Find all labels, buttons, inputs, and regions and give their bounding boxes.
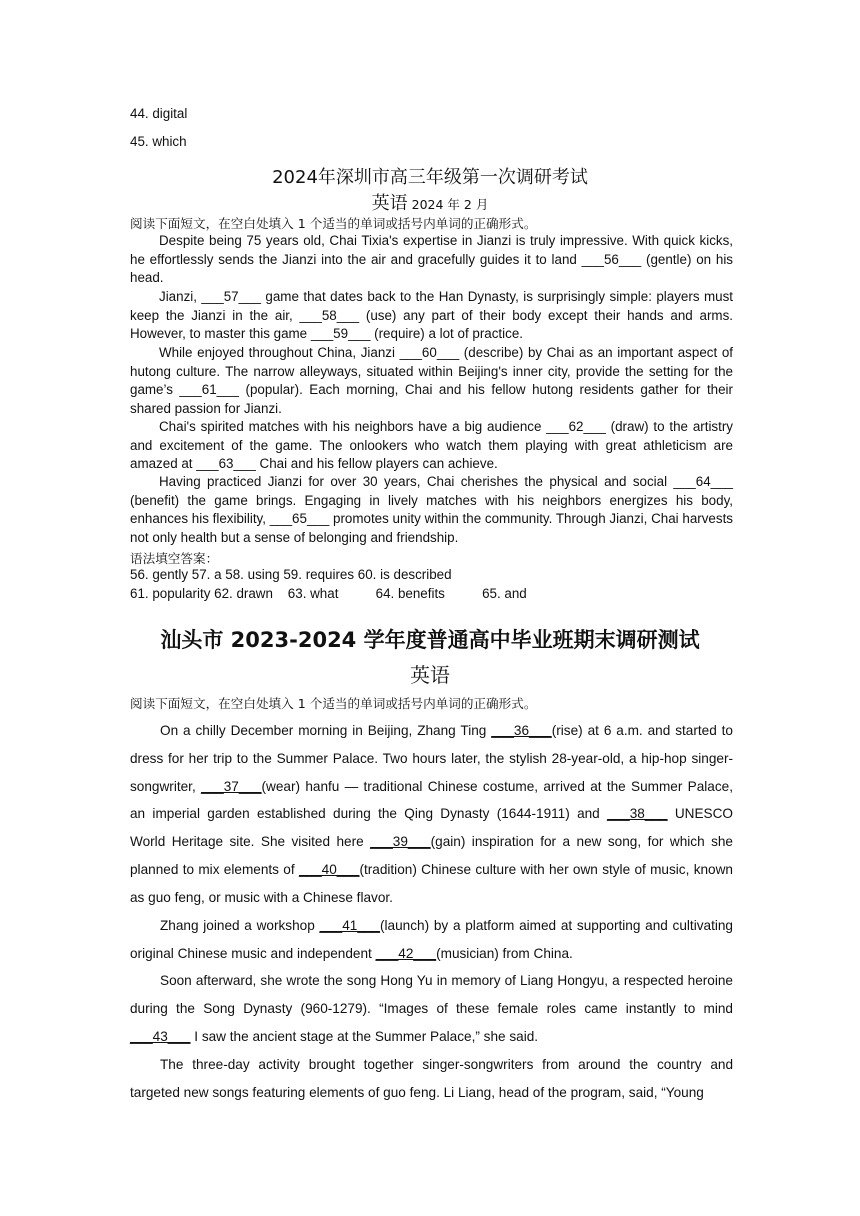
blank-36: ___36___ [491,723,552,738]
blank-38: ___38___ [607,806,668,822]
section1-paragraph: Jianzi, ___57___ game that dates back to the Han Dynasty, is surprisingly simple: players must keep the Jianzi in the air, ___58___ (use) any part of their body except their hands and arms. However, to master this game ___59___ (require) a lot of practice. [130,289,733,342]
section1-paragraph: While enjoyed throughout China, Jianzi ___60___ (describe) by Chai as an important aspect of hutong culture. The narrow alleyways, situated within Beijing's inner city, provide the setting for the game’s ___61___ (popular). Each morning, Chai and his fellow hutong residents gather for their shared passion for Jianzi. [130,345,733,416]
section2-subtitle: 英语 [410,663,450,687]
text-run: (musician) from China. [436,945,573,961]
answer-label: 语法填空答案： [130,551,219,566]
text-run: (tradition) Chinese culture with her own style of music, known as guo feng, or music with a Chinese flavor. [130,861,733,905]
blank-43: ___43___ [130,1028,191,1044]
text-run: Zhang joined a workshop [160,918,320,933]
text-run: Soon afterward, she wrote the song Hong Yu in memory of Liang Hongyu, a respected heroine during the Song Dynasty (960-1279). “Images of these female roles came instantly to mind [130,973,733,1016]
text-run: (wear) hanfu — traditional Chinese costume, arrived at the Summer Palace, an imperial garden established during the Qing Dynasty (1644-1911) and [130,778,733,822]
answer-line-1: 56. gently 57. a 58. using 59. requires 60. is described [130,567,452,582]
text-run: (gain) inspiration for a new song, for which she planned to mix elements of [130,834,733,877]
answer-line-2: 61. popularity 62. drawn 63. what 64. benefits 65. and [130,586,527,601]
section1-subtitle-date: 2024 年 2 月 [407,197,489,212]
section1-instruction: 阅读下面短文，在空白处填入 1 个适当的单词或括号内单词的正确形式。 [130,216,537,231]
text-run: (launch) by a platform aimed at supporting and cultivating original Chinese music and independent [130,918,733,961]
section1-subtitle-main: 英语 [371,193,408,214]
text-run: On a chilly December morning in Beijing, Zhang Ting [160,723,492,738]
section2-paragraph [130,1051,733,1107]
blank-39: ___39___ [370,834,431,850]
section1-paragraph: Despite being 75 years old, Chai Tixia's expertise in Jianzi is truly impressive. With quick kicks, he effortlessly sends the Jianzi into the air and gracefully guides it to land ___56___ (gentle) on his head. [130,233,733,286]
section2-paragraph [130,912,733,968]
blank-40: ___40___ [298,861,360,877]
section2-instruction: 阅读下面短文，在空白处填入 1 个适当的单词或括号内单词的正确形式。 [130,696,537,711]
prev-answer-45: 45. which [130,134,187,149]
blank-37: ___37___ [201,778,262,794]
prev-answer-44: 44. digital [130,106,188,121]
blank-41: ___41___ [319,918,380,933]
section1-title: 2024年深圳市高三年级第一次调研考试 [272,167,588,188]
section2-title: 汕头市 2023-2024 学年度普通高中毕业班期末调研测试 [160,628,700,652]
text-run: (rise) at 6 a.m. and started to dress for her trip to the Summer Palace. Two hours later, the stylish 28-year-old, a hip-hop singer-songwriter, [130,723,733,794]
section2-paragraph [130,717,733,912]
text-run: UNESCO World Heritage site. She visited here [130,806,733,850]
text-run: I saw the ancient stage at the Summer Palace,” she said. [190,1028,539,1044]
section1-subtitle [0,189,860,215]
text-run: The three-day activity brought together singer-songwriters from around the country and targeted new songs featuring elements of guo feng. Li Liang, head of the program, said, “Young [130,1057,733,1100]
section2-paragraph [130,967,733,1050]
section1-paragraph: Chai's spirited matches with his neighbors have a big audience ___62___ (draw) to the artistry and excitement of the game. The onlookers who watch them playing with great athleticism are amazed at ___63___ Chai and his fellow players can achieve. [130,419,733,472]
section1-paragraph: Having practiced Jianzi for over 30 years, Chai cherishes the physical and social ___64___ (benefit) the game brings. Engaging in lively matches with his neighbors energizes his body, enhances his flexibility, ___65___ promotes unity within the community. Through Jianzi, Chai harvests not only health but a sense of belonging and friendship. [130,474,733,545]
blank-42: ___42___ [375,945,437,961]
